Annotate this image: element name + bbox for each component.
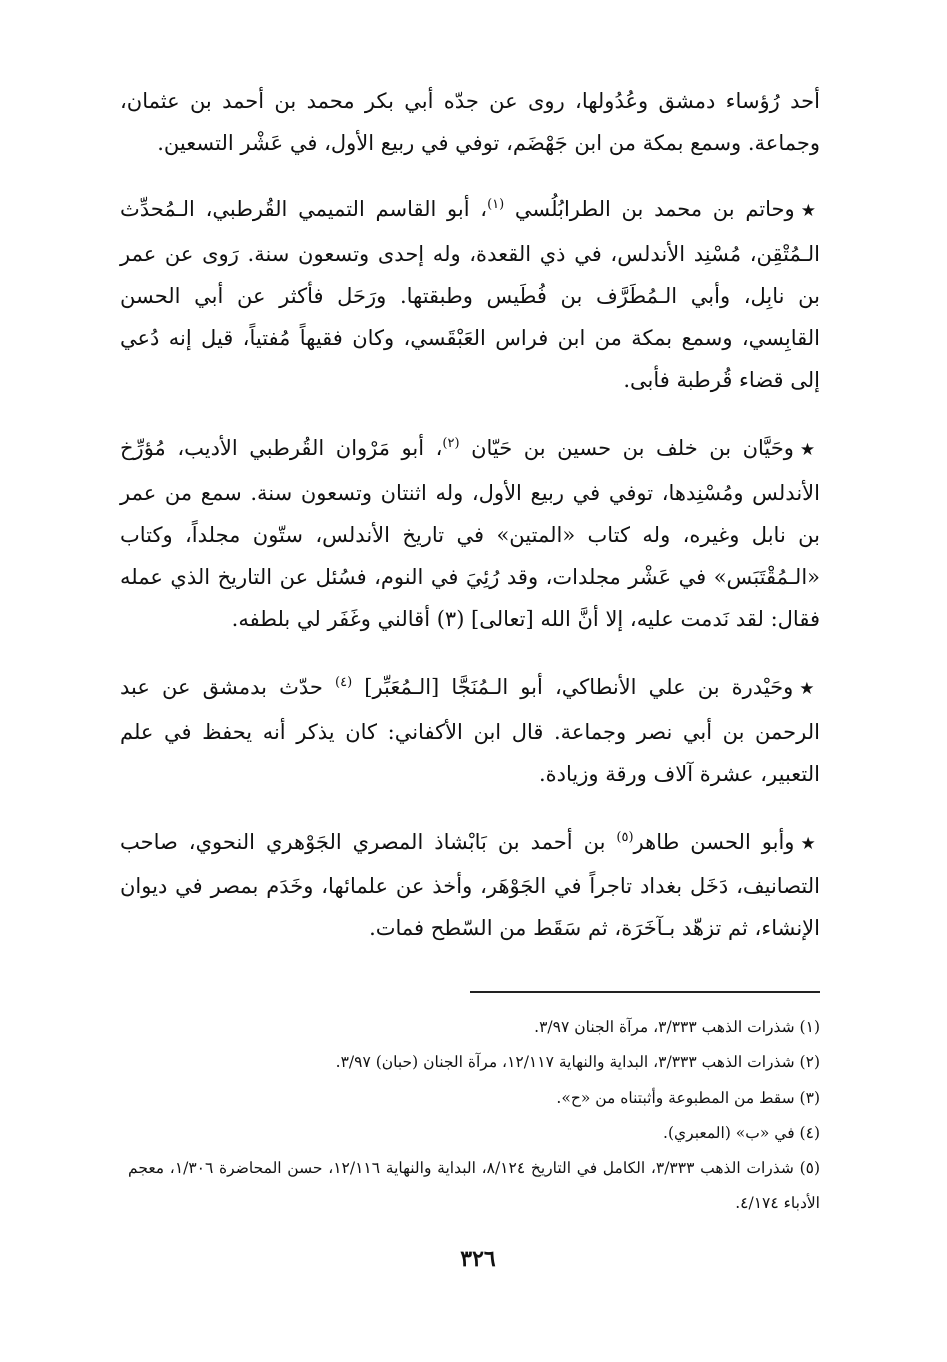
star-icon: ★ [799, 440, 820, 461]
star-icon: ★ [800, 201, 820, 222]
entry-text: ، أبو القاسم التميمي القُرطبي، الـمُحدِّث الـمُتْقِن، مُسْنِد الأندلس، في ذي القعدة، وله إحدى وتسعون سنة. رَوى عن عمر بن نابِل، وأبي الـمُطَرَّف بن فُطَيس وطبقتها. ورَحَل فأكثر عن أبي الحسن القابِسي، وسمع بمكة من ابن فراس العَبْقَسي، وكان فقيهاً مُفتياً، قيل إنه دُعي إلى قضاء قُرطبة فأبى. [120, 197, 820, 393]
footnote-5: (٥) شذرات الذهب ٣/٣٣٣، الكامل في التاريخ ٨/١٢٤، البداية والنهاية ١٢/١١٦، حسن المحاضرة ١/٣٠٦، معجم الأدباء ٤/١٧٤. [128, 1159, 821, 1213]
page-number: ٣٢٦ [460, 1246, 496, 1272]
entry-text: ، أبو مَرْوان القُرطبي الأديب، مُؤرِّخ الأندلس ومُسْنِدها، توفي في ربيع الأول، وله اثنتان وتسعون سنة. سمع من عمر بن نابل وغيره، وله كتاب «المتين» في تاريخ الأندلس، ستّون مجلداً، وكتاب «الـمُقْتَبَس» في عَشْر مجلدات، وقد رُئِيَ في النوم، فسُئل عن التاريخ الذي عمله فقال: لقد نَدمت عليه، إلا أنَّ الله [تعالى] (٣) أقالني وغَفَر لي بلطفه. [120, 436, 820, 632]
footnote-3: (٣) سقط من المطبوعة وأثبتناه من «ح». [556, 1088, 820, 1107]
entry-text: حدّث بدمشق عن عبد الرحمن بن أبي نصر وجماعة. قال ابن الأكفاني: كان يذكر أنه يحفظ في علم التعبير، عشرة آلاف ورقة وزيادة. [120, 675, 820, 786]
entry-lead: وأبو الحسن طاهر [633, 830, 795, 855]
footnote-4: (٤) في «ب» (المعبري). [663, 1123, 820, 1142]
footnotes [128, 1010, 820, 1222]
footnote-1: (١) شذرات الذهب ٣/٣٣٣، مرآة الجنان ٣/٩٧. [534, 1018, 820, 1036]
footnote-ref: (٤) [335, 675, 353, 691]
footnote-divider [470, 991, 820, 993]
footnote-ref: (١) [487, 197, 505, 213]
footnote-ref: (٥) [616, 830, 634, 846]
intro-paragraph: أحد رُؤساء دمشق وعُدُولها، روى عن جدّه أبي بكر محمد بن أحمد بن عثمان، وجماعة. وسمع بمكة من ابن جَهْضَم، توفي في ربيع الأول، في عَشْر التسعين. [120, 89, 820, 156]
footnote-2: (٢) شذرات الذهب ٣/٣٣٣، البداية والنهاية ١٢/١١٧، مرآة الجنان (حبان) ٣/٩٧. [335, 1053, 820, 1072]
entry-haydara [120, 666, 820, 795]
entry-hatim [120, 188, 820, 401]
footnote-ref: (٢) [442, 436, 460, 452]
entry-tahir [120, 821, 820, 950]
entry-hayyan [120, 427, 820, 640]
entry-lead: وحَيَّان بن خلف بن حسين بن حَيّان [471, 436, 794, 461]
main-text [120, 80, 820, 976]
star-icon: ★ [799, 679, 820, 700]
entry-text: بن أحمد بن بَابْشاذ المصري الجَوْهري النحوي، صاحب التصانيف، دَخَل بغداد تاجراً في الجَوْهَر، وأخذ عن علمائها، وخَدَم بمصر في ديوان الإنشاء، ثم تزهّد بـآخَرَة، ثم سَقَط من السّطح فمات. [120, 830, 820, 941]
entry-lead: وحاتم بن محمد بن الطرابُلُسي [514, 197, 795, 222]
star-icon: ★ [800, 834, 820, 855]
entry-lead: وحَيْدرة بن علي الأنطاكي، أبو الـمُنَجَّا [الـمُعَبِّر] [364, 675, 794, 700]
